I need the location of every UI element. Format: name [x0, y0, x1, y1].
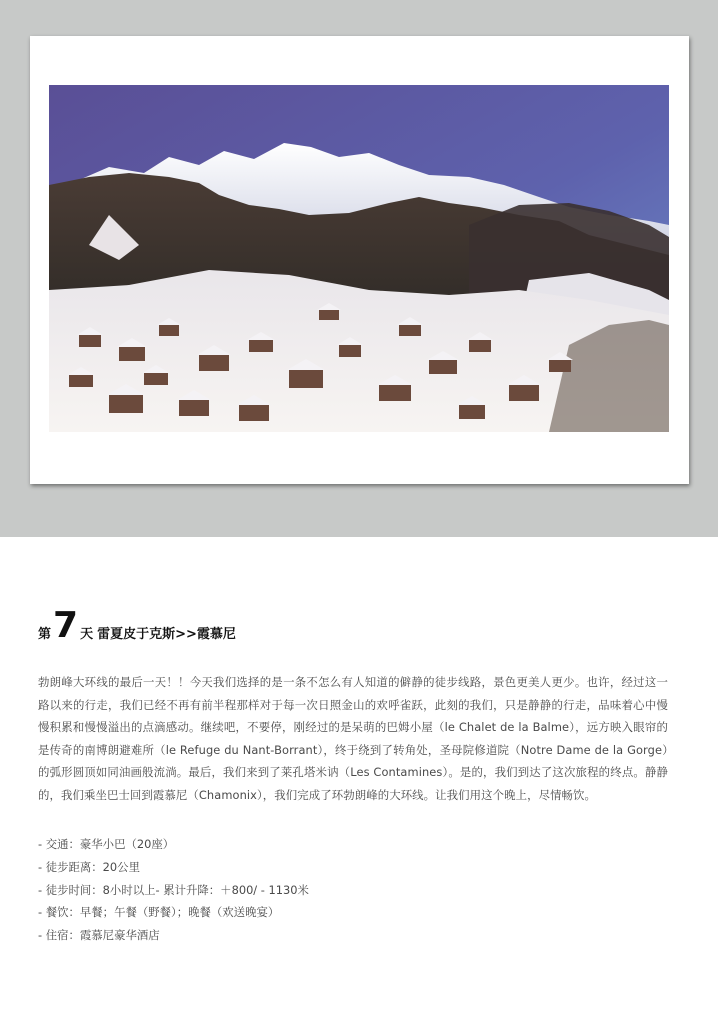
day-number: 7	[53, 605, 79, 646]
detail-transport: - 交通：豪华小巴（20座）	[38, 837, 175, 851]
itinerary-day-section	[38, 600, 668, 947]
trip-details-list	[38, 833, 668, 947]
detail-meals: - 餐饮：早餐；午餐（野餐）；晚餐（欢送晚宴）	[38, 905, 280, 920]
detail-distance: - 徒步距离：20公里	[38, 859, 140, 874]
snowy-village-photo	[49, 85, 669, 432]
day-description: 勃朗峰大环线的最后一天！！今天我们选择的是一条不怎么有人知道的僻静的徒步线路，景色更美人更少。也许，经过这一路以来的行走，我们已经不再有前半程那样对于每一次日照金山的欢呼雀跃，此刻的我们，只是静静的行走，品味着心中慢慢积累和慢慢溢出的点滴感动。继续吧，不要停，刚经过的是呆萌的巴姆小屋（le Chalet de la Balme），远方映入眼帘的是传奇的南博朗避难所（le Refuge du Nant-Borrant），终于绕到了转角处，圣母院修道院（Notre Dame de la Gorge）的弧形圆顶如同油画般流淌。最后，我们来到了莱孔塔米讷（Les Contamines）。是的，我们到达了这次旅程的终点。静静的，我们乘坐巴士回到霞慕尼（Chamonix），我们完成了环勃朗峰的大环线。让我们用这个晚上，尽情畅饮。	[38, 675, 668, 802]
photo-frame	[30, 36, 689, 484]
day-route-title: 雷夏皮于克斯>>霞慕尼	[97, 627, 236, 642]
day-suffix: 天	[80, 627, 94, 642]
mountain-village-illustration	[49, 85, 669, 432]
detail-duration: - 徒步时间：8小时以上- 累计升降：＋800/ - 1130米	[38, 882, 309, 897]
detail-accommodation: - 住宿：霞慕尼豪华酒店	[38, 928, 160, 943]
day-heading	[38, 600, 668, 644]
day-prefix: 第	[38, 627, 52, 642]
